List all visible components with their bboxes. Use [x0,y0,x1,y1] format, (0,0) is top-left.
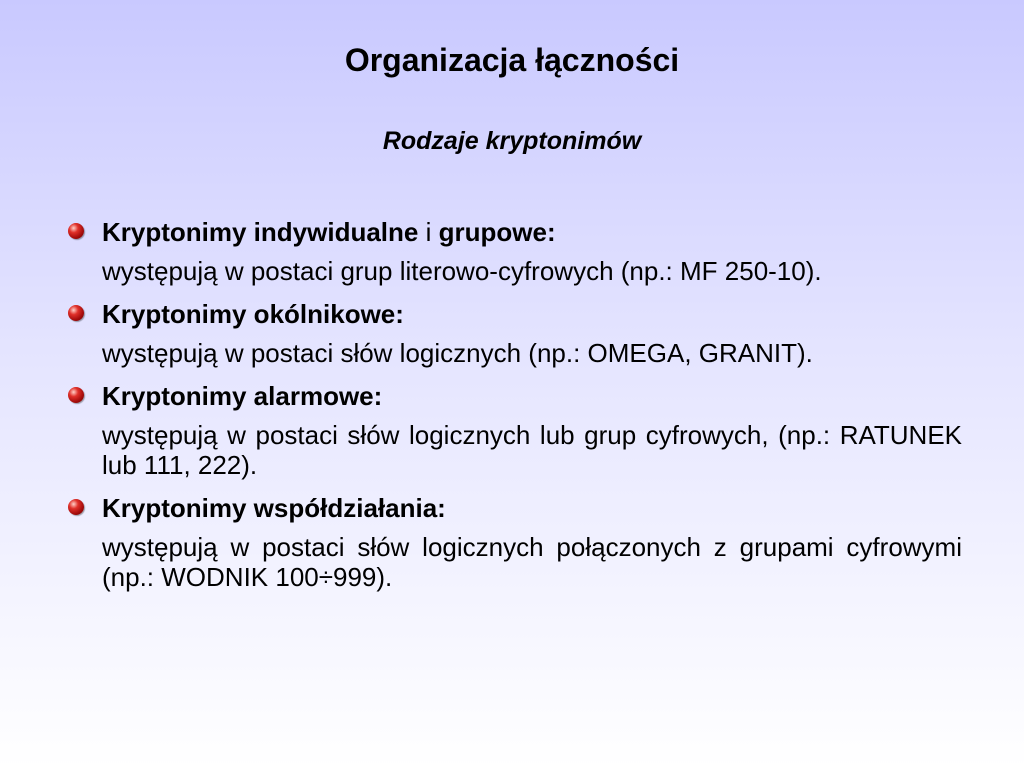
slide-subtitle: Rodzaje kryptonimów [382,127,642,155]
red-sphere-bullet-icon [68,387,84,403]
list-item-description: występują w postaci słów logicznych połączonych z grupami cyfrowymi (np.: WODNIK 100÷999). [102,532,962,592]
heading-text: Kryptonimy okólnikowe: [102,299,404,329]
list-item [64,376,962,480]
list-item-description: występują w postaci słów logicznych (np.: OMEGA, GRANIT). [102,338,813,368]
red-sphere-bullet-icon [68,305,84,321]
heading-text: Kryptonimy współdziałania: [102,493,446,523]
list-item-heading [64,488,962,528]
list-item-description: występują w postaci grup literowo-cyfrowych (np.: MF 250-10). [102,256,822,286]
heading-conjunction: i [418,217,439,247]
red-sphere-bullet-icon [68,223,84,239]
list-item-heading [64,376,962,416]
bullet-list [64,212,962,600]
heading-text: Kryptonimy alarmowe: [102,381,383,411]
list-item-description: występują w postaci słów logicznych lub grup cyfrowych, (np.: RATUNEK lub 111, 222). [102,420,962,480]
list-item [64,488,962,592]
heading-part-individual: Kryptonimy indywidualne [102,217,419,247]
list-item [64,212,962,286]
list-item-heading [64,212,962,252]
red-sphere-bullet-icon [68,499,84,515]
slide-title: Organizacja łączności [344,42,680,78]
heading-part-group: grupowe: [438,217,556,247]
list-item-heading [64,294,962,334]
list-item [64,294,962,368]
